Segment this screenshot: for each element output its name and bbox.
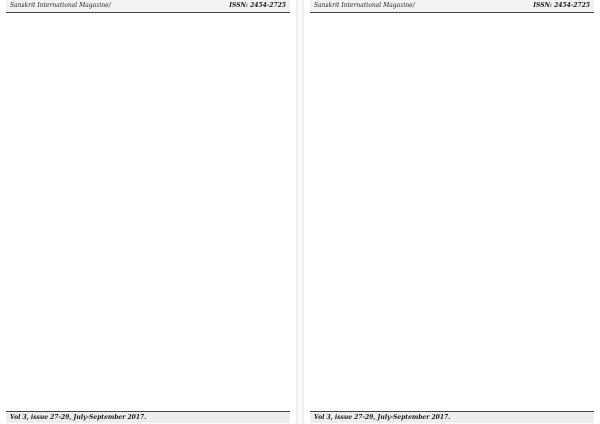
right-footer-volume: Vol 3, issue 27-29, July-September 2017. [314,414,451,421]
right-page-header [310,0,594,13]
left-page [0,0,296,424]
right-page-footer [310,411,594,423]
left-header-issn: ISSN: 2454-2725 [229,2,286,9]
right-page [304,0,600,424]
right-column-1 [312,17,450,407]
left-footer-volume: Vol 3, issue 27-29, July-September 2017. [10,414,147,421]
right-header-title: Sanskrit International Magazine/ [314,2,415,9]
left-page-header [6,0,290,13]
left-column-1 [10,17,144,407]
right-column-2-blank-space [456,340,592,406]
right-header-issn: ISSN: 2454-2725 [533,2,590,9]
left-page-footer [6,411,290,423]
left-column-2 [152,17,288,407]
book-spine [296,0,304,424]
left-header-title: Sanskrit International Magazine/ [10,2,111,9]
